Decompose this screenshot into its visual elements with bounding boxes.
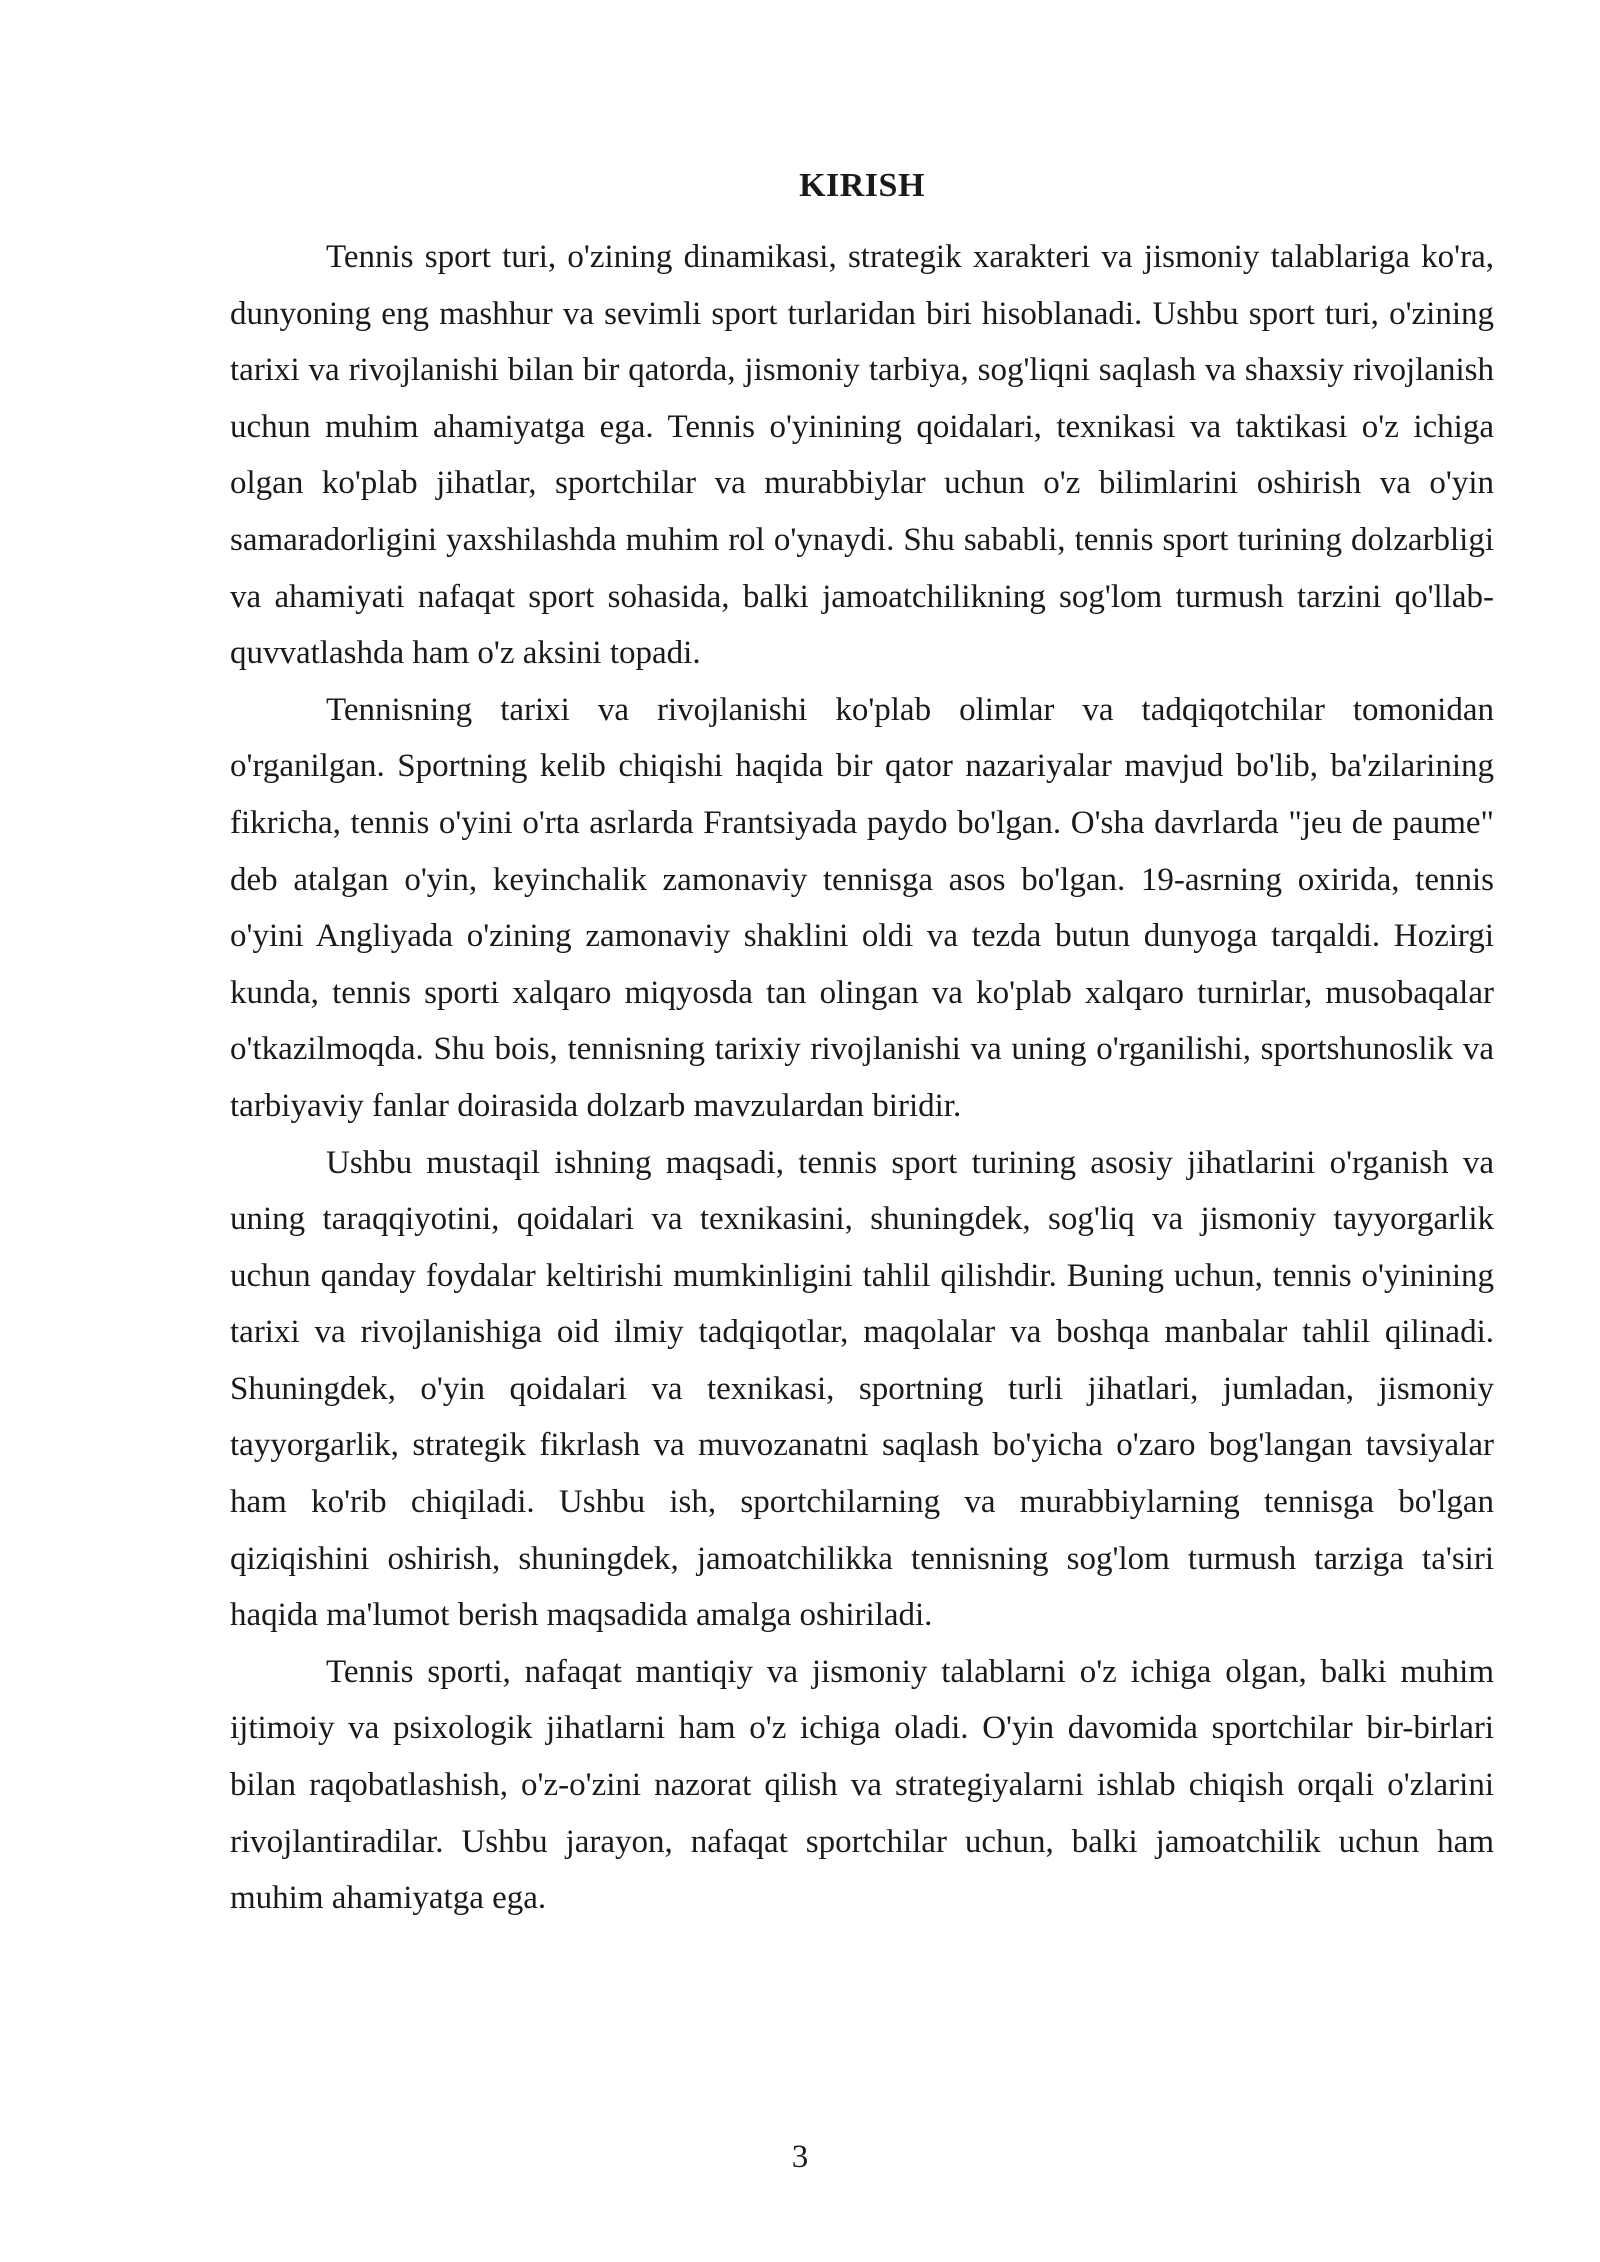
- page-number: 3: [791, 2139, 809, 2175]
- paragraph-2: Tennisning tarixi va rivojlanishi ko'plab olimlar va tadqiqotchilar tomonidan o'rganilgan. Sportning kelib chiqishi haqida bir qator nazariyalar mavjud bo'lib, ba'zilarining fikricha, tennis o'yini o'rta asrlarda Frantsiyada paydo bo'lgan. O'sha davrlarda "jeu de paume" deb atalgan o'yin, keyinchalik zamonaviy tennisga asos bo'lgan. 19-asrning oxirida, tennis o'yini Angliyada o'zining zamonaviy shaklini oldi va tezda butun dunyoga tarqaldi. Hozirgi kunda, tennis sporti xalqaro miqyosda tan olingan va ko'plab xalqaro turnirlar, musobaqalar o'tkazilmoqda. Shu bois, tennisning tarixiy rivojlanishi va uning o'rganilishi, sportshunoslik va tarbiyaviy fanlar doirasida dolzarb mavzulardan biridir.: [230, 691, 1494, 1124]
- paragraph-4: Tennis sporti, nafaqat mantiqiy va jismoniy talablarni o'z ichiga olgan, balki muhim ijtimoiy va psixologik jihatlarni ham o'z ichiga oladi. O'yin davomida sportchilar bir-birlari bilan raqobatlashish, o'z-o'zini nazorat qilish va strategiyalarni ishlab chiqish orqali o'zlarini rivojlantiradilar. Ushbu jarayon, nafaqat sportchilar uchun, balki jamoatchilik uchun ham muhim ahamiyatga ega.: [230, 1653, 1494, 1917]
- page-content: [230, 163, 1494, 1927]
- paragraph-3: Ushbu mustaqil ishning maqsadi, tennis sport turining asosiy jihatlarini o'rganish va uning taraqqiyotini, qoidalari va texnikasini, shuningdek, sog'liq va jismoniy tayyorgarlik uchun qanday foydalar keltirishi mumkinligini tahlil qilishdir. Buning uchun, tennis o'yinining tarixi va rivojlanishiga oid ilmiy tadqiqotlar, maqolalar va boshqa manbalar tahlil qilinadi. Shuningdek, o'yin qoidalari va texnikasi, sportning turli jihatlari, jumladan, jismoniy tayyorgarlik, strategik fikrlash va muvozanatni saqlash bo'yicha o'zaro bog'langan tavsiyalar ham ko'rib chiqiladi. Ushbu ish, sportchilarning va murabbiylarning tennisga bo'lgan qiziqishini oshirish, shuningdek, jamoatchilikka tennisning sog'lom turmush tarziga ta'siri haqida ma'lumot berish maqsadida amalga oshiriladi.: [230, 1144, 1494, 1634]
- section-title: KIRISH: [799, 167, 925, 204]
- paragraph-1: Tennis sport turi, o'zining dinamikasi, strategik xarakteri va jismoniy talablariga ko'ra, dunyoning eng mashhur va sevimli sport turlaridan biri hisoblanadi. Ushbu sport turi, o'zining tarixi va rivojlanishi bilan bir qatorda, jismoniy tarbiya, sog'liqni saqlash va shaxsiy rivojlanish uchun muhim ahamiyatga ega. Tennis o'yinining qoidalari, texnikasi va taktikasi o'z ichiga olgan ko'plab jihatlar, sportchilar va murabbiylar uchun o'z bilimlarini oshirish va o'yin samaradorligini yaxshilashda muhim rol o'ynaydi. Shu sababli, tennis sport turining dolzarbligi va ahamiyati nafaqat sport sohasida, balki jamoatchilikning sog'lom turmush tarzini qo'llab-quvvatlashda ham o'z aksini topadi.: [230, 239, 1494, 672]
